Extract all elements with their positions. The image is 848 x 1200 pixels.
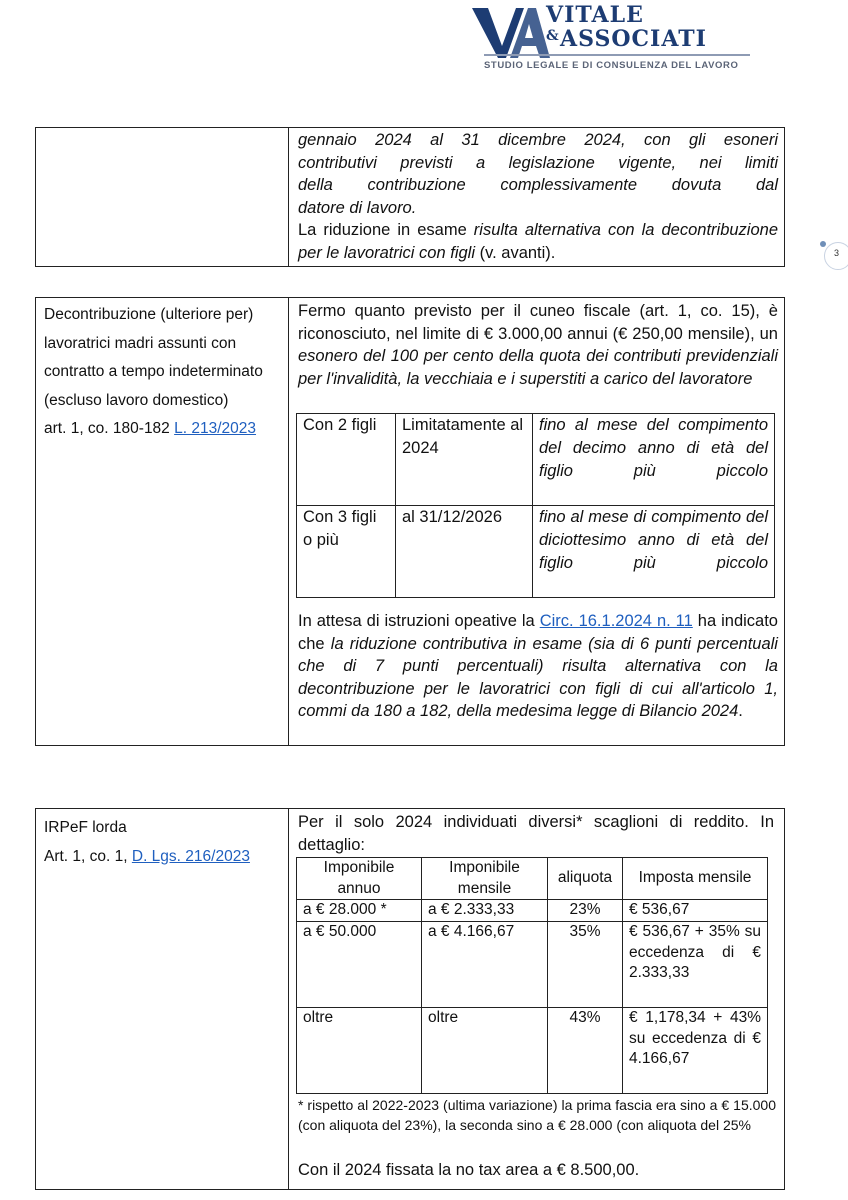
table-row (297, 414, 775, 506)
section1-note: La riduzione in esame risulta alternativa con la decontribuzione per le lavoratrici con figli (v. avanti). (298, 221, 778, 262)
logo-name-line2: ASSOCIATI (560, 26, 707, 52)
cell: € 536,67 + 35% su eccedenza di € 2.333,33 (623, 922, 768, 1008)
periodo-cell: Limitatamente al 2024 (396, 414, 533, 506)
irpef-table (296, 857, 768, 1094)
figli-cell: Con 2 figli (297, 414, 396, 506)
cell: oltre (297, 1008, 422, 1094)
section3-left (44, 814, 254, 871)
table-row (297, 506, 775, 598)
cell: a € 28.000 * (297, 900, 422, 922)
page-number-badge (818, 240, 848, 270)
section3-title: IRPeF lorda (44, 819, 127, 836)
section1-text (298, 129, 778, 264)
irpef-footnote: * rispetto al 2022-2023 (ultima variazione) la prima fascia era sino a € 15.000 (con aliquota del 23%), la seconda sino a € 28.000 (con aliquota del 25% (298, 1097, 776, 1133)
logo-ampersand: & (546, 28, 559, 44)
logo-rule (484, 54, 750, 56)
durata-cell: fino al mese del compimento del decimo anno di età del figlio più piccolo (533, 414, 775, 506)
cell: € 1,178,34 + 43% su eccedenza di € 4.166,67 (623, 1008, 768, 1094)
periodo-cell: al 31/12/2026 (396, 506, 533, 598)
section-cuneo-continuation (35, 127, 785, 267)
section3-ref: Art. 1, co. 1, (44, 847, 128, 865)
section1-line: gennaio 2024 al 31 dicembre 2024, con gli esoneri (298, 131, 778, 149)
circ-link[interactable]: Circ. 16.1.2024 n. 11 (539, 612, 693, 630)
va-monogram-icon (470, 2, 550, 62)
header-aliquota: aliquota (548, 858, 623, 900)
cell: a € 50.000 (297, 922, 422, 1008)
table-header-row (297, 858, 768, 900)
cell: a € 4.166,67 (422, 922, 548, 1008)
no-tax-area-note: Con il 2024 fissata la no tax area a € 8.500,00. (298, 1161, 640, 1179)
table-row (297, 900, 768, 922)
firm-logo (470, 0, 760, 80)
cell: oltre (422, 1008, 548, 1094)
header-imposta-mensile: Imposta mensile (623, 858, 768, 900)
logo-tagline: STUDIO LEGALE E DI CONSULENZA DEL LAVORO (484, 60, 739, 71)
cell: 23% (548, 900, 623, 922)
section-irpef (35, 808, 785, 1190)
cell: a € 2.333,33 (422, 900, 548, 922)
law-link-dlgs-216-2023[interactable]: D. Lgs. 216/2023 (131, 847, 250, 865)
durata-cell: fino al mese di compimento del diciottesimo anno di età del figlio più piccolo (533, 506, 775, 598)
cell: 43% (548, 1008, 623, 1094)
section-decontribuzione (35, 297, 785, 746)
header-imponibile-annuo: Imponibile annuo (297, 858, 422, 900)
section3-intro: Per il solo 2024 individuati diversi* scaglioni di reddito. In dettaglio: (298, 813, 774, 854)
logo-name-line1: VITALE (546, 2, 644, 28)
table-row (297, 922, 768, 1008)
section2-intro: Fermo quanto previsto per il cuneo fiscale (art. 1, co. 15), è riconosciuto, nel limite di € 3.000,00 annui (€ 250,00 mensile), un esonero del 100 per cento della quota dei contributi previdenziali per l'invalidità, la vecchiaia e i superstiti a carico del lavoratore (298, 302, 778, 388)
section2-note: In attesa di istruzioni opeative la Circ. 16.1.2024 n. 11 ha indicato che la riduzione contributiva in esame (sia di 6 punti percentuali che di 7 punti percentuali) risulta alternativa con la decontribuzione per le lavoratrici con figli di cui all'articolo 1, commi da 180 a 182, della medesima legge di Bilancio 2024. (298, 612, 778, 720)
section2-title: Decontribuzione (ulteriore per) lavoratrici madri assunti con contratto a tempo indeterminato (escluso lavoro domestico) (44, 306, 263, 409)
cell: 35% (548, 922, 623, 1008)
section1-line: della contribuzione complessivamente dovuta dal (298, 176, 778, 194)
section2-left (44, 301, 284, 444)
page-number: 3 (834, 248, 840, 258)
figli-cell: Con 3 figli o più (297, 506, 396, 598)
section2-ref: art. 1, co. 180-182 (44, 420, 170, 437)
figli-table (296, 413, 775, 598)
law-link-l213-2023[interactable]: L. 213/2023 (174, 420, 257, 437)
section1-line: contributivi previsti a legislazione vigente, nei limiti (298, 153, 778, 172)
table-row (297, 1008, 768, 1094)
cell: € 536,67 (623, 900, 768, 922)
section1-line: datore di lavoro. (298, 198, 417, 217)
header-imponibile-mensile: Imponibile mensile (422, 858, 548, 900)
